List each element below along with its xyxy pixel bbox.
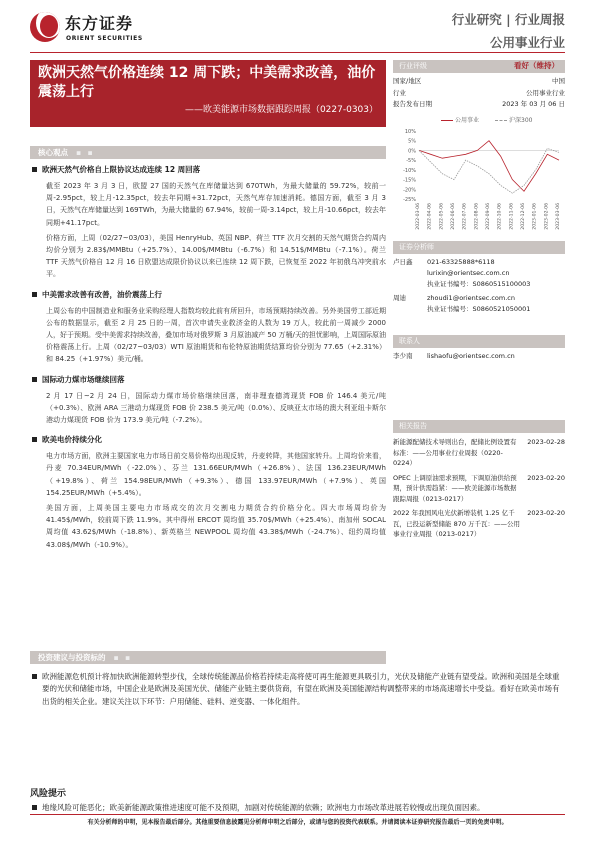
contact-header: 联系人 xyxy=(393,335,565,348)
series-line-0 xyxy=(419,141,559,192)
logo-text-cn: 东方证券 xyxy=(65,14,134,33)
section-head: 欧洲天然气价格自上限协议达成连续 12 周回落 xyxy=(30,164,386,176)
y-tick-label: -25% xyxy=(403,196,416,203)
x-tick-label: 2023-02-06 xyxy=(544,202,550,230)
info-row xyxy=(393,76,565,88)
analyst-name: 卢日鑫 xyxy=(393,258,413,266)
section-para: 截至 2023 年 3 月 3 日，欧盟 27 国的天然气在库储量达到 670TWh，为最大储量的 59.72%，较前一周-2.95pct，较上月-12.35pct，较去年同期+31.72pct，天然气库存加速消耗。德国方面，截至 3 月 3 日，天然气在库储量达到 169TWh，为最大储量的 67.94%，较前一周-3.14pct，较上月-10.66pct，较去年同期+41.17pct。 xyxy=(46,182,386,227)
related-report[interactable] xyxy=(393,437,565,469)
header-divider xyxy=(30,52,565,53)
x-tick-label: 2022-05-06 xyxy=(439,202,445,230)
risk-text: 地缘风险可能恶化；欧美新能源政策推进速度可能不及预期，加剧对传统能源的依赖；欧洲电力市场改革进展若较慢或出现负面因素。 xyxy=(30,802,560,814)
investment-header: 投资建议与投资标的 ▪ ▪ xyxy=(30,651,386,664)
related-report-title[interactable]: OPEC 上调原油需求预期，下调原油供给预期，预计供需趋紧：——欧美能源市场数据跟踪周报（0213-0217） xyxy=(393,473,517,503)
x-tick-label: 2022-09-06 xyxy=(486,202,491,230)
info-key: 行业 xyxy=(393,88,406,97)
section-para: 2 月 17 日~2 月 24 日，国际动力煤市场价格继续回落，南非理查德湾现货 FOB 价 146.4 美元/吨（+0.3%）、欧洲 ARA 三港动力煤现货 FOB 价 238.5 美元/吨（0.0%）、反映亚太市场的澳大利亚纽卡斯尔港动力煤现货 FOB 价为 173.9 美元/吨（-7.2%）。 xyxy=(46,391,386,425)
analyst-row xyxy=(393,257,565,268)
section-para: 美国方面，上周美国主要电力市场成交的次月交割电力期货合约价格分化。四大市场周均价为 41.45$/MWh，较前周下跌 11.9%。其中得州 ERCOT 周均值 35.70$/MWh（+25.4%）、南加州 SOCAL 周均值 43.62$/MWh（-18.8%）、新英格兰 NEWPOOL 周均值 43.38$/MWh（-24.7%）、纽约周均值 43.08$/MWh（-10.9%）。 xyxy=(46,504,386,549)
contact-email[interactable]: lishaofu@orientsec.com.cn xyxy=(427,352,515,360)
chart-legend xyxy=(441,116,565,125)
performance-chart xyxy=(393,125,565,243)
analyst-name: 周迪 xyxy=(393,294,406,302)
contact-name: 李少南 xyxy=(393,352,413,360)
y-tick-label: -15% xyxy=(403,177,416,184)
x-tick-label: 2023-01-06 xyxy=(532,202,538,230)
y-tick-label: 10% xyxy=(404,128,416,135)
related-report-title[interactable]: 新能源配储技术导则出台，配储比例设置有标准：——公用事业行业周报（0220-0224） xyxy=(393,438,517,467)
title-banner xyxy=(30,60,386,127)
related-panel xyxy=(393,420,565,544)
y-tick-label: -20% xyxy=(403,187,416,194)
section-para: 电力市场方面，欧洲主要国家电力市场日前交易价格均出现反转，丹麦转降，其他国家转升。上周均价来看，丹麦 70.34EUR/MWh（-22.0%）、芬兰 131.66EUR/MWh（+26.8%）、法国 136.23EUR/MWh（+19.8%）、荷兰 154.98EUR/MWh（+9.3%）、德国 133.97EUR/MWh（+7.9%）、英国 154.25EUR/MWh（+5.4%）。 xyxy=(46,452,386,497)
core-section xyxy=(30,434,386,551)
section-head: 国际动力煤市场继续回落 xyxy=(30,374,386,386)
related-report[interactable] xyxy=(393,473,565,505)
investment-section xyxy=(30,651,560,708)
industry-name: 公用事业行业 xyxy=(489,35,565,51)
header-right xyxy=(452,10,565,53)
company-logo xyxy=(30,10,160,44)
section-head: 欧美电价持续分化 xyxy=(30,434,386,446)
info-value: 中国 xyxy=(552,77,565,85)
x-tick-label: 2022-04-06 xyxy=(427,202,433,230)
analyst-license: 执业证书编号：S0860515100003 xyxy=(427,280,531,288)
analyst-license: 执业证书编号：S0860521050001 xyxy=(427,305,531,313)
info-row xyxy=(393,88,565,100)
x-tick-label: 2023-03-06 xyxy=(556,202,561,230)
rating-header xyxy=(393,60,565,73)
related-report-date: 2023-02-20 xyxy=(527,509,565,517)
rating-panel xyxy=(393,60,565,243)
related-report-date: 2023-02-20 xyxy=(527,473,565,482)
x-tick-label: 2022-08-06 xyxy=(474,202,480,230)
report-category: 行业研究 | 行业周报 xyxy=(451,12,565,27)
y-tick-label: 0% xyxy=(408,148,416,155)
legend-item-utilities: 公用事业 xyxy=(441,116,479,125)
info-value: 公用事业行业 xyxy=(526,88,565,97)
info-key: 国家/地区 xyxy=(393,77,422,85)
section-head: 中美需求改善有改善，油价震荡上行 xyxy=(30,289,386,301)
x-tick-label: 2022-06-06 xyxy=(451,202,456,230)
report-subtitle: ——欧美能源市场数据跟踪周报（0227-0303） xyxy=(184,105,378,115)
risk-section xyxy=(30,802,560,814)
core-section xyxy=(30,164,386,281)
x-tick-label: 2022-07-06 xyxy=(462,202,468,230)
related-header: 相关报告 xyxy=(393,420,565,433)
analyst-email[interactable]: lurixin@orientsec.com.cn xyxy=(427,269,510,277)
y-tick-label: -10% xyxy=(403,167,416,174)
core-views xyxy=(30,146,386,551)
y-tick-label: 5% xyxy=(408,138,416,145)
related-report[interactable] xyxy=(393,508,565,540)
analyst-email[interactable]: zhoudi1@orientsec.com.cn xyxy=(427,294,515,302)
info-row xyxy=(393,99,565,111)
analyst-header: 证券分析师 xyxy=(393,241,565,254)
rating-label: 行业评级 xyxy=(399,62,427,70)
page-footer: 有关分析师的申明，见本报告最后部分。其他重要信息披露见分析师申明之后部分，或请与您的投资代表联系。并请阅读本证券研究报告最后一页的免责申明。 xyxy=(30,814,565,827)
x-tick-label: 2022-12-06 xyxy=(521,202,526,230)
logo-text-en: ORIENT SECURITIES xyxy=(66,35,143,42)
x-tick-label: 2022-10-06 xyxy=(497,202,503,230)
report-title: 欧洲天然气价格连续 12 周下跌；中美需求改善，油价震荡上行 xyxy=(38,65,376,100)
series-line-1 xyxy=(419,148,559,193)
info-key: 报告发布日期 xyxy=(393,100,432,108)
section-para: 上周公布的中国制造业和服务业采购经理人指数均较此前有所回升，市场预期持续改善。另外美国劳工部近期公布的数据显示，截至 2 月 25 日的一周，首次申请失业救济金的人数为 19 万人，较此前一周减少 2000 人，好于预期。受中美需求持续改善，叠加市场对俄罗斯 3 月原油减产 50 万桶/天的担忧影响，上周国际原油价格震荡上行。上周（02/27~03/03）WTI 原油期货和布伦特原油期货结算均价分别为 77.65（+2.31%）和 84.25（+1.97%）美元/桶。 xyxy=(46,306,386,364)
info-value: 2023 年 03 月 06 日 xyxy=(502,100,565,108)
y-tick-label: -5% xyxy=(406,157,416,164)
analyst-row xyxy=(393,293,565,304)
rating-value: 看好（维持） xyxy=(514,61,559,70)
risk-title: 风险提示 xyxy=(30,789,67,799)
core-section xyxy=(30,289,386,366)
x-tick-label: 2022-03-06 xyxy=(416,202,421,230)
analyst-panel xyxy=(393,241,565,315)
core-section xyxy=(30,374,386,427)
core-views-header: 核心观点 ▪ ▪ xyxy=(30,146,386,159)
x-tick-label: 2022-11-06 xyxy=(509,202,515,230)
analyst-phone: 021-63325888*6118 xyxy=(427,258,495,266)
section-para: 价格方面，上周（02/27~03/03），美国 HenryHub、英国 NBP、荷兰 TTF 次月交割的天然气期货合约周内均价分别为 2.83$/MMBtu（+25.7%）、14.00$/MMBtu（-6.7%）和 14.51$/MMBtu（-7.1%）。荷兰 TTF 天然气价格自 12 月 16 日欧盟达成限价协议以来已连续 12 周下跌，已恢复至 2022 年初俄乌冲突前水平。 xyxy=(46,233,386,279)
related-report-title[interactable]: 2022 年我国风电光伏新增装机 1.25 亿千瓦，已投运新型储能 870 万千瓦：——公用事业行业周报（0213-0217） xyxy=(393,509,521,538)
related-report-date: 2023-02-28 xyxy=(527,438,565,446)
investment-text: 欧洲能源危机预计将加快欧洲能源转型步伐，全球传统能源品价格若持续走高将使可再生能源更具吸引力，光伏及储能产业链有望受益。欧洲和美国是全球重要的光伏和储能市场，中国企业是欧洲及美国光伏、储能产业链主要供货商，有望在欧洲及美国能源结构调整带来的市场高速增长中受益。看好在欧美市场有出货的相关企业。建议关注以下环节：户用储能、硅料、逆变器、一体化组件。 xyxy=(30,671,560,708)
logo-mark-icon xyxy=(30,12,60,42)
contact-panel xyxy=(393,335,565,362)
legend-item-csi300: 沪深300 xyxy=(495,116,532,125)
